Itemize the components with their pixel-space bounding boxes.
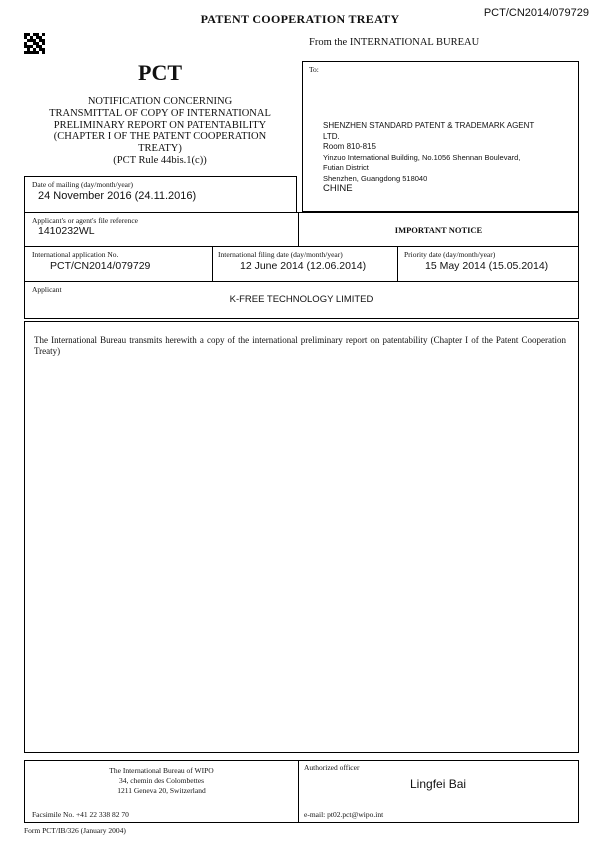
file-reference-label: Applicant's or agent's file reference <box>32 216 138 225</box>
addressee-block <box>323 121 534 195</box>
officer-email: e-mail: pt02.pct@wipo.int <box>304 810 384 819</box>
body-text: The International Bureau transmits herewith a copy of the international preliminary report on patentability (Chapter I of the Patent Cooperation Treaty) <box>34 335 566 356</box>
file-reference-value: 1410232WL <box>38 225 95 237</box>
addressee-line: Futian District <box>323 163 369 172</box>
notification-line: (CHAPTER I OF THE PATENT COOPERATION <box>53 131 267 143</box>
footer-box <box>24 760 579 823</box>
notification-line: (PCT Rule 44bis.1(c)) <box>113 154 207 166</box>
treaty-title: PATENT COOPERATION TREATY <box>200 12 400 26</box>
from-line: From the INTERNATIONAL BUREAU <box>309 37 480 48</box>
applicant-value: K-FREE TECHNOLOGY LIMITED <box>229 294 374 305</box>
wipo-address-line: The International Bureau of WIPO <box>109 766 214 775</box>
mailing-date-value: 24 November 2016 (24.11.2016) <box>38 190 197 202</box>
notification-line: NOTIFICATION CONCERNING <box>87 96 233 107</box>
pct-heading: PCT <box>138 60 182 85</box>
mailing-date-box <box>24 176 297 213</box>
addressee-line: Yinzuo International Building, No.1056 Shennan Boulevard, <box>323 152 521 162</box>
notification-line: TREATY) <box>138 143 182 155</box>
mailing-date-label: Date of mailing (day/month/year) <box>32 180 134 189</box>
notification-title <box>24 96 296 167</box>
applicant-box <box>24 281 579 319</box>
addressee-line: LTD. <box>323 131 340 141</box>
applicant-label: Applicant <box>32 285 62 294</box>
authorized-officer-label: Authorized officer <box>304 763 360 772</box>
form-number: Form PCT/IB/326 (January 2004) <box>24 826 126 835</box>
file-reference-box <box>24 212 579 247</box>
body-box <box>24 321 579 753</box>
authorized-officer-name: Lingfei Bai <box>410 777 467 791</box>
application-row <box>24 246 579 282</box>
to-box <box>302 61 579 212</box>
to-label: To: <box>309 65 319 74</box>
important-notice: IMPORTANT NOTICE <box>394 225 483 235</box>
notification-line: PRELIMINARY REPORT ON PATENTABILITY <box>53 119 267 131</box>
facsimile-number: Facsimile No. +41 22 338 82 70 <box>32 810 129 819</box>
addressee-line: CHINE <box>323 183 353 194</box>
addressee-line: SHENZHEN STANDARD PATENT & TRADEMARK AGENT <box>323 121 535 130</box>
barcode-icon <box>24 33 45 54</box>
application-no-value: PCT/CN2014/079729 <box>50 260 151 272</box>
priority-date-label: Priority date (day/month/year) <box>404 250 496 259</box>
wipo-address <box>25 766 298 796</box>
priority-date-value: 15 May 2014 (15.05.2014) <box>425 260 549 272</box>
application-no-label: International application No. <box>32 250 119 259</box>
addressee-line: Shenzhen, Guangdong 518040 <box>323 173 428 183</box>
document-reference: PCT/CN2014/079729 <box>483 7 589 19</box>
notification-line: TRANSMITTAL OF COPY OF INTERNATIONAL <box>49 107 271 119</box>
wipo-address-line: 1211 Geneva 20, Switzerland <box>117 786 206 795</box>
filing-date-value: 12 June 2014 (12.06.2014) <box>240 260 367 272</box>
filing-date-label: International filing date (day/month/year) <box>218 250 343 259</box>
addressee-line: Room 810-815 <box>323 142 376 151</box>
wipo-address-line: 34, chemin des Colombettes <box>119 776 204 785</box>
